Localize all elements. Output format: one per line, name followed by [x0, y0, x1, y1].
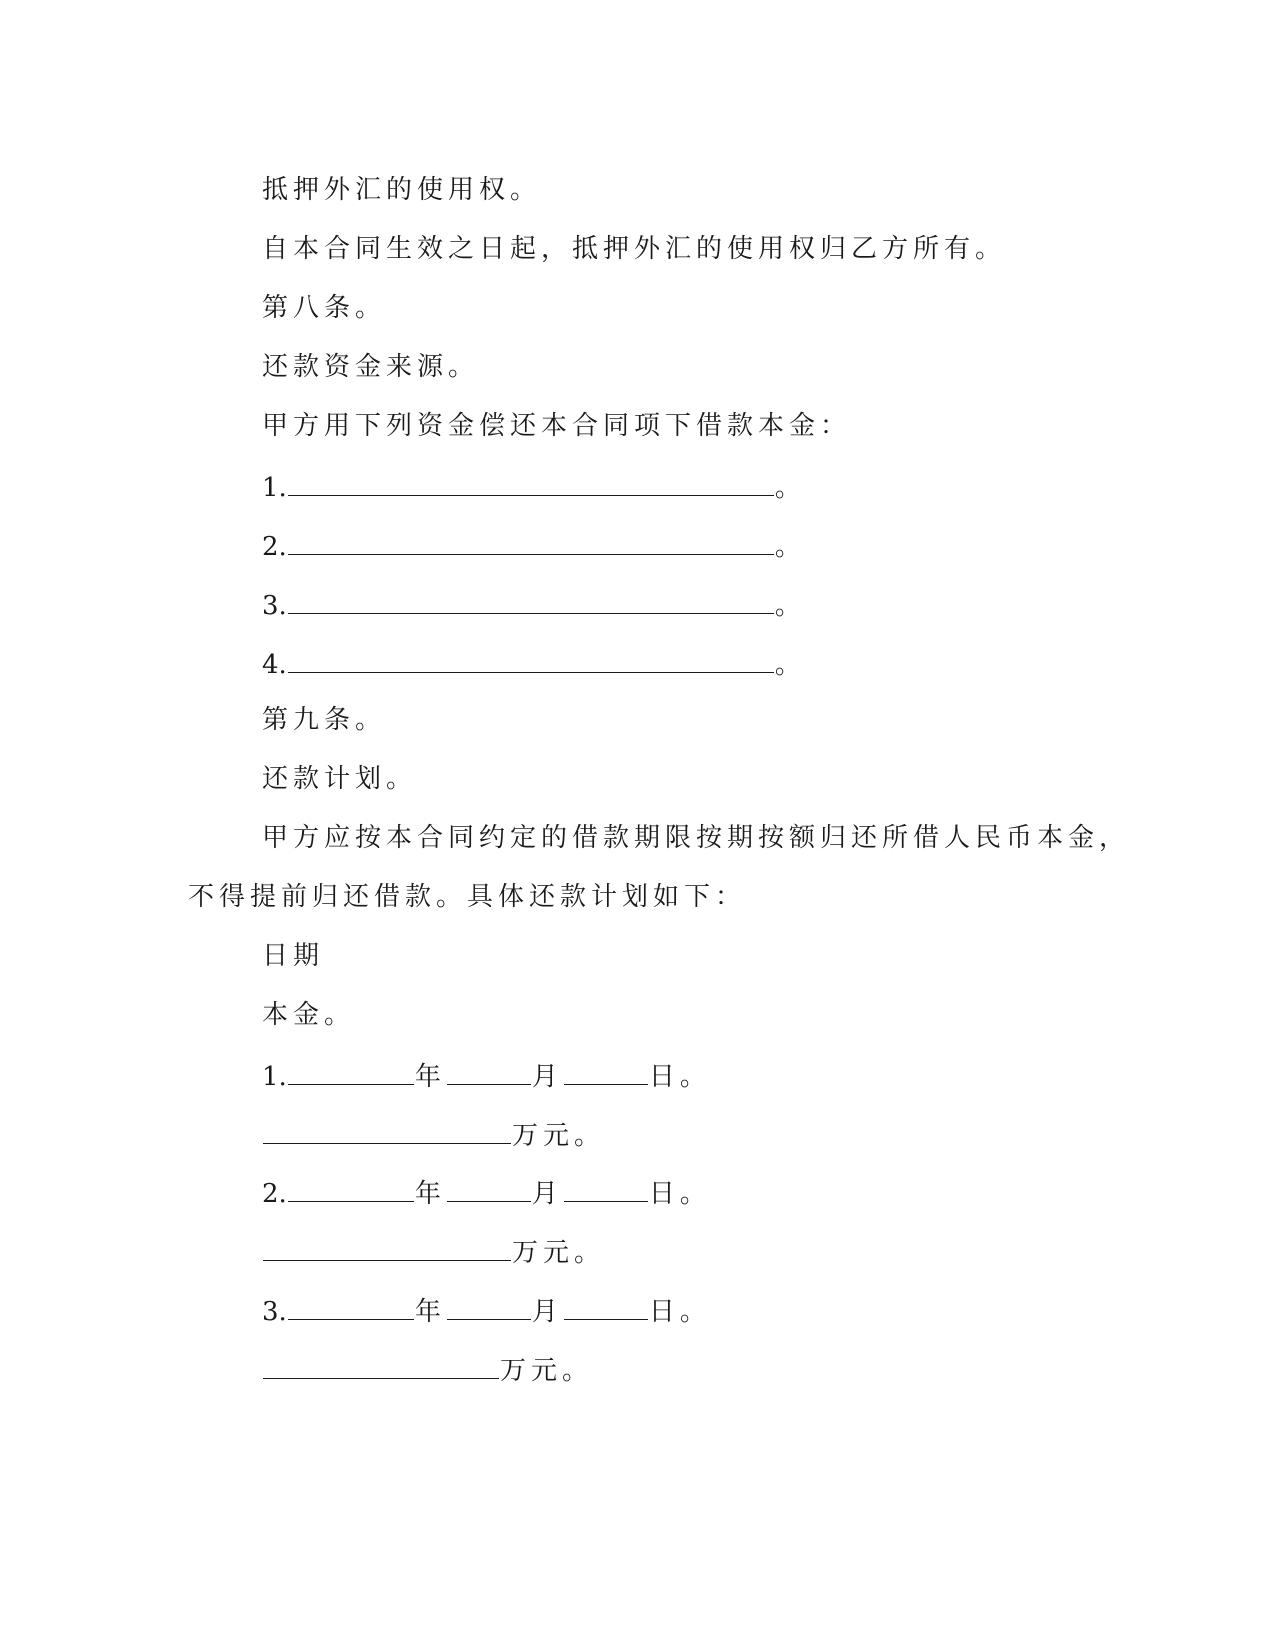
year-label: 年 — [414, 1179, 446, 1209]
paragraph-mortgage-use-right: 抵押外汇的使用权。 — [262, 175, 542, 205]
source-item-number: 3. — [262, 591, 287, 621]
source-item-number: 1. — [262, 473, 287, 503]
source-item-end: 。 — [774, 532, 806, 562]
schedule-item-number: 3. — [262, 1297, 287, 1327]
schedule-date-row-3 — [262, 1291, 711, 1327]
amount-unit: 万元。 — [500, 1356, 594, 1386]
amount-unit: 万元。 — [512, 1121, 606, 1151]
source-item-end: 。 — [774, 650, 806, 680]
year-label: 年 — [414, 1297, 446, 1327]
article-nine-heading: 第九条。 — [262, 705, 387, 735]
source-blank-2[interactable] — [288, 526, 774, 555]
source-item-number: 4. — [262, 650, 287, 680]
day-blank-1[interactable] — [564, 1056, 648, 1085]
source-blank-1[interactable] — [288, 467, 774, 496]
year-blank-2[interactable] — [288, 1173, 414, 1202]
source-item-2 — [262, 526, 806, 562]
month-label: 月 — [531, 1179, 563, 1209]
repayment-source-intro: 甲方用下列资金偿还本合同项下借款本金： — [262, 411, 852, 441]
repayment-source-heading: 还款资金来源。 — [262, 352, 480, 382]
repayment-plan-heading: 还款计划。 — [262, 764, 418, 794]
day-label: 日。 — [648, 1179, 711, 1209]
schedule-amount-row-2 — [262, 1232, 605, 1268]
amount-unit: 万元。 — [512, 1238, 606, 1268]
source-item-3 — [262, 585, 806, 621]
month-blank-2[interactable] — [447, 1173, 531, 1202]
repayment-plan-text-line1: 甲方应按本合同约定的借款期限按期按额归还所借人民币本金， — [262, 823, 1131, 853]
year-blank-3[interactable] — [288, 1291, 414, 1320]
schedule-amount-row-1 — [262, 1115, 605, 1151]
source-blank-3[interactable] — [288, 585, 774, 614]
schedule-amount-row-3 — [262, 1350, 593, 1386]
source-item-end: 。 — [774, 473, 806, 503]
source-item-1 — [262, 467, 806, 503]
schedule-date-row-1 — [262, 1056, 711, 1092]
repayment-plan-text-line2: 不得提前归还借款。具体还款计划如下： — [188, 882, 747, 912]
year-blank-1[interactable] — [288, 1056, 414, 1085]
month-blank-3[interactable] — [447, 1291, 531, 1320]
source-item-number: 2. — [262, 532, 287, 562]
day-blank-2[interactable] — [564, 1173, 648, 1202]
article-eight-heading: 第八条。 — [262, 293, 387, 323]
schedule-date-label: 日期 — [262, 941, 325, 971]
month-label: 月 — [531, 1062, 563, 1092]
source-blank-4[interactable] — [288, 644, 774, 673]
month-blank-1[interactable] — [447, 1056, 531, 1085]
schedule-item-number: 2. — [262, 1179, 287, 1209]
schedule-principal-label: 本金。 — [262, 1000, 356, 1030]
schedule-date-row-2 — [262, 1173, 711, 1209]
source-item-end: 。 — [774, 591, 806, 621]
schedule-item-number: 1. — [262, 1062, 287, 1092]
year-label: 年 — [414, 1062, 446, 1092]
paragraph-effective-date: 自本合同生效之日起，抵押外汇的使用权归乙方所有。 — [262, 234, 1007, 264]
month-label: 月 — [531, 1297, 563, 1327]
amount-blank-3[interactable] — [263, 1350, 499, 1379]
amount-blank-1[interactable] — [263, 1115, 511, 1144]
day-blank-3[interactable] — [564, 1291, 648, 1320]
day-label: 日。 — [648, 1062, 711, 1092]
day-label: 日。 — [648, 1297, 711, 1327]
amount-blank-2[interactable] — [263, 1232, 511, 1261]
source-item-4 — [262, 644, 806, 680]
